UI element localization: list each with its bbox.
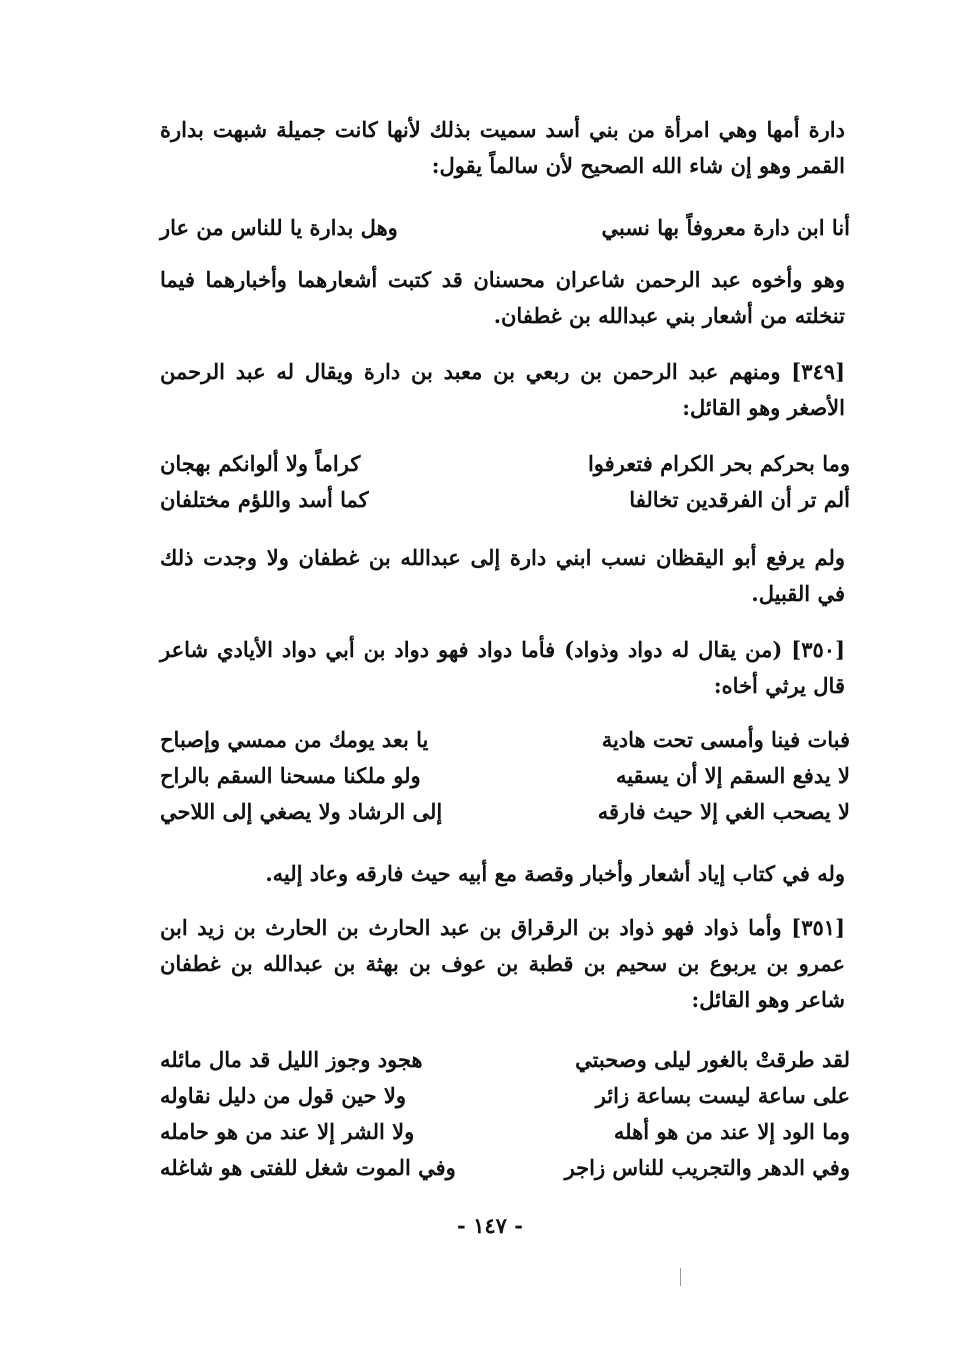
verse-dhuwad bbox=[160, 1042, 850, 1186]
scan-mark bbox=[680, 1268, 681, 1286]
paragraph-iyad-book: وله في كتاب إياد أشعار وأخبار وقصة مع أبيه حيث فارقه وعاد إليه. bbox=[265, 861, 845, 886]
paragraph-entry-351: [٣٥١] وأما ذواد فهو ذواد بن الرقراق بن عبد الحارث بن الحارث بن زيد ابن عمرو بن يربوع بن سحيم بن قطبة بن عوف بن بهثة بن عبدالله بن غطفان شاعر وهو القائل: bbox=[160, 915, 845, 1012]
verse-hemistich-second: ولا الشر إلا عند من هو حامله bbox=[160, 1119, 415, 1144]
verse-abd-al-rahman bbox=[160, 446, 850, 518]
verse-hemistich-second: كما أسد واللؤم مختلفان bbox=[160, 487, 369, 512]
verse-hemistich-first: لا يدفع السقم إلا أن يسقيه bbox=[615, 763, 850, 788]
verse-line bbox=[160, 758, 850, 794]
verse-hemistich-second: هجود وجوز الليل قد مال مائله bbox=[160, 1047, 423, 1072]
verse-line bbox=[160, 722, 850, 758]
verse-line bbox=[160, 1150, 850, 1186]
verse-hemistich-first: وما الود إلا عند من هو أهله bbox=[613, 1119, 850, 1144]
verse-line bbox=[160, 446, 850, 482]
verse-hemistich-second: إلى الرشاد ولا يصغي إلى اللاحي bbox=[160, 799, 443, 824]
page-number: - ١٤٧ - bbox=[457, 1213, 523, 1238]
verse-hemistich-second: وفي الموت شغل للفتى هو شاغله bbox=[160, 1155, 456, 1180]
verse-hemistich-second: يا بعد يومك من ممسي وإصباح bbox=[160, 727, 429, 752]
verse-hemistich-second: وهل بدارة يا للناس من عار bbox=[160, 215, 398, 240]
verse-line bbox=[160, 1114, 850, 1150]
verse-line bbox=[160, 1078, 850, 1114]
verse-hemistich-second: ولو ملكنا مسحنا السقم بالراح bbox=[160, 763, 421, 788]
verse-line bbox=[160, 794, 850, 830]
paragraph-abu-al-yaqzan: ولم يرفع أبو اليقظان نسب ابني دارة إلى عبدالله بن غطفان ولا وجدت ذلك في القبيل. bbox=[160, 545, 845, 606]
verse-line bbox=[160, 1042, 850, 1078]
paragraph-dara-origin: دارة أمها وهي امرأة من بني أسد سميت بذلك لأنها كانت جميلة شبهت بدارة القمر وهو إن شاء الله الصحيح لأن سالماً يقول: bbox=[160, 117, 845, 178]
verse-hemistich-first: لا يصحب الغي إلا حيث فارقه bbox=[597, 799, 850, 824]
verse-hemistich-first: وفي الدهر والتجريب للناس زاجر bbox=[564, 1155, 850, 1180]
verse-hemistich-first: ألم تر أن الفرقدين تخالفا bbox=[629, 487, 850, 512]
verse-salim bbox=[160, 210, 850, 246]
paragraph-brothers-poets: وهو وأخوه عبد الرحمن شاعران محسنان قد كتبت أشعارهما وأخبارهما فيما تنخلته من أشعار بني عبدالله بن غطفان. bbox=[160, 267, 845, 328]
verse-line bbox=[160, 482, 850, 518]
paragraph-entry-350: [٣٥٠] (من يقال له دواد وذواد) فأما دواد فهو دواد بن أبي دواد الأيادي شاعر قال يرثي أخاه: bbox=[160, 637, 845, 698]
verse-duwad bbox=[160, 722, 850, 830]
verse-hemistich-first: أنا ابن دارة معروفاً بها نسبي bbox=[601, 215, 850, 240]
paragraph-entry-349: [٣٤٩] ومنهم عبد الرحمن بن ربعي بن معبد بن دارة ويقال له عبد الرحمن الأصغر وهو القائل: bbox=[160, 359, 845, 420]
verse-hemistich-second: كراماً ولا ألوانكم بهجان bbox=[160, 451, 361, 476]
verse-hemistich-first: لقد طرقتْ بالغور ليلى وصحبتي bbox=[575, 1047, 850, 1072]
verse-hemistich-first: فبات فينا وأمسى تحت هادية bbox=[601, 727, 850, 752]
verse-hemistich-first: وما بحركم بحر الكرام فتعرفوا bbox=[587, 451, 850, 476]
verse-hemistich-first: على ساعة ليست بساعة زائر bbox=[595, 1083, 850, 1108]
verse-hemistich-second: ولا حين قول من دليل نقاوله bbox=[160, 1083, 407, 1108]
verse-line bbox=[160, 210, 850, 246]
